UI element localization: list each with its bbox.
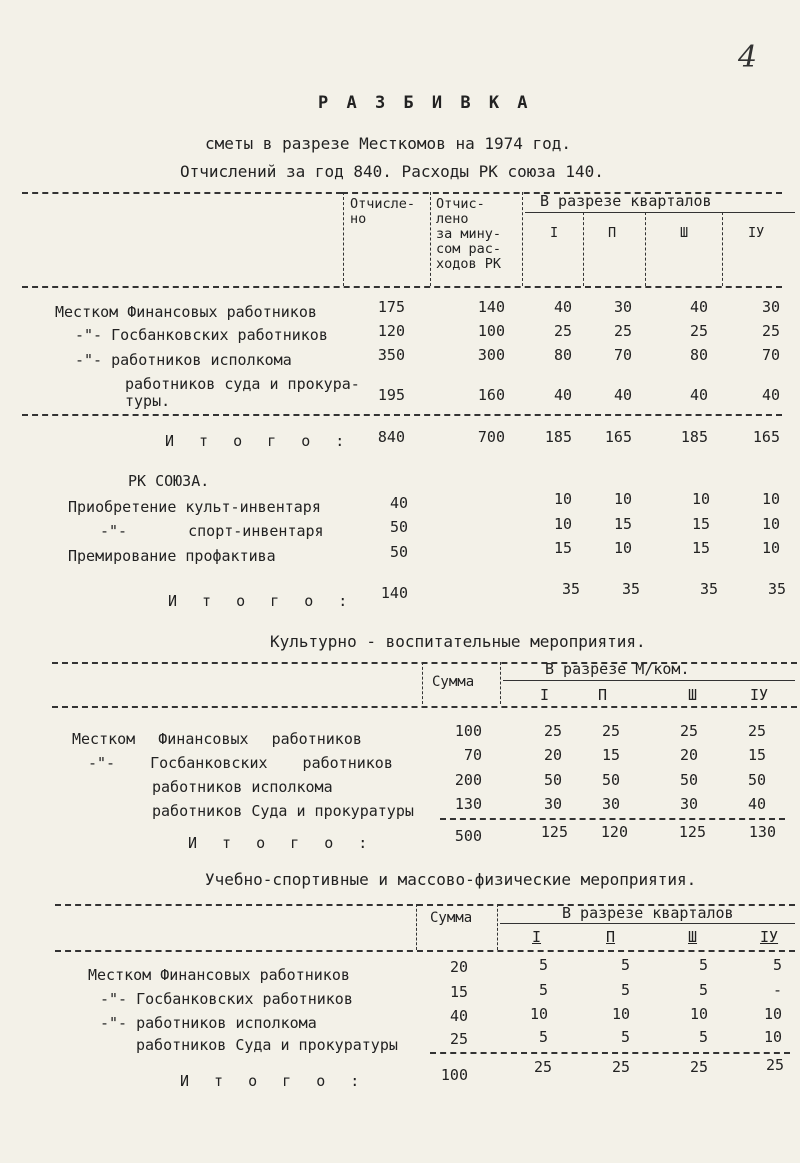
cell: 300 xyxy=(477,346,505,364)
cell: 25 xyxy=(543,722,562,740)
subtitle-line-1: сметы в разрезе Месткомов на 1974 год. xyxy=(205,134,572,153)
cell: 20 xyxy=(679,746,698,764)
table2-vline xyxy=(422,662,423,704)
cell: 5 xyxy=(538,1028,548,1046)
table1-vline xyxy=(645,212,646,286)
cell: 130 xyxy=(454,795,482,813)
total-label: И т о г о : xyxy=(180,1072,368,1090)
cell: 200 xyxy=(454,771,482,789)
cell: 10 xyxy=(611,1005,630,1023)
row-label: -"- работников исполкома xyxy=(100,1014,317,1032)
cell: 25 xyxy=(613,322,632,340)
table1-q4: IУ xyxy=(748,225,765,241)
row-label: -"- работников исполкома xyxy=(75,351,292,369)
cell: 15 xyxy=(601,746,620,764)
cell: 500 xyxy=(454,827,482,845)
table3-group-rule xyxy=(500,923,795,924)
cell: 50 xyxy=(601,771,620,789)
cell: 160 xyxy=(477,386,505,404)
table1-q1: I xyxy=(550,225,559,241)
cell: - xyxy=(772,981,782,999)
cell: 40 xyxy=(389,494,408,512)
table1-header-bottom-rule xyxy=(22,286,782,288)
cell: 175 xyxy=(377,298,405,316)
table3-sum-header: Сумма xyxy=(430,910,473,926)
cell: 10 xyxy=(613,490,632,508)
cell: 10 xyxy=(761,515,780,533)
cell: 120 xyxy=(600,823,628,841)
cell: 10 xyxy=(763,1028,782,1046)
row-label: Местком Финансовых работников xyxy=(88,966,350,984)
cell: 80 xyxy=(553,346,572,364)
table1-group-rule xyxy=(525,212,795,213)
table1-total-rule xyxy=(22,414,782,416)
row-label: Приобретение культ-инвентаря xyxy=(68,498,321,516)
table1-col-otchisleno: Отчисле- но xyxy=(350,196,416,227)
cell: 15 xyxy=(553,539,572,557)
table3-q2: П xyxy=(606,928,616,946)
table2-q2: П xyxy=(598,686,608,704)
row-label: Местком Финансовых работников xyxy=(55,303,317,321)
table1-vline xyxy=(522,192,523,286)
cell: 140 xyxy=(477,298,505,316)
cell: 35 xyxy=(621,580,640,598)
table1-q3: Ш xyxy=(680,225,689,241)
cell: 100 xyxy=(454,722,482,740)
cell: 80 xyxy=(689,346,708,364)
cell: 125 xyxy=(540,823,568,841)
row-label: -"- спорт-инвентаря xyxy=(100,522,324,540)
row-label: Местком Финансовых работников xyxy=(72,730,362,748)
table3-q1: I xyxy=(532,928,542,946)
cell: 25 xyxy=(553,322,572,340)
row-label: работников Суда и прокуратуры xyxy=(152,802,414,820)
cell: 10 xyxy=(689,1005,708,1023)
cell: 165 xyxy=(604,428,632,446)
table2-group-header: В разрезе М/ком. xyxy=(545,660,690,678)
row-label: работников исполкома xyxy=(152,778,333,796)
cell: 10 xyxy=(529,1005,548,1023)
table2-q4: IУ xyxy=(750,686,769,704)
cell: 25 xyxy=(761,322,780,340)
table2-sum-header: Сумма xyxy=(432,674,475,690)
cell: 5 xyxy=(698,956,708,974)
rk-heading: РК СОЮЗА. xyxy=(128,472,210,490)
cell: 40 xyxy=(747,795,766,813)
cell: 40 xyxy=(449,1007,468,1025)
cell: 20 xyxy=(449,958,468,976)
cell: 10 xyxy=(691,490,710,508)
cell: 10 xyxy=(763,1005,782,1023)
cell: 15 xyxy=(691,539,710,557)
table2-q3: Ш xyxy=(688,686,698,704)
cell: 15 xyxy=(613,515,632,533)
cell: 40 xyxy=(553,386,572,404)
cell: 10 xyxy=(761,539,780,557)
table2-vline xyxy=(500,662,501,704)
cell: 70 xyxy=(761,346,780,364)
cell: 15 xyxy=(691,515,710,533)
cell: 25 xyxy=(679,722,698,740)
table1-vline xyxy=(722,212,723,286)
cell: 35 xyxy=(767,580,786,598)
cell: 30 xyxy=(613,298,632,316)
cell: 5 xyxy=(772,956,782,974)
cell: 10 xyxy=(553,515,572,533)
total-label: И т о г о : xyxy=(168,592,356,610)
cell: 165 xyxy=(752,428,780,446)
cell: 840 xyxy=(377,428,405,446)
row-label: -"- Госбанковских работников xyxy=(88,754,393,772)
cell: 50 xyxy=(543,771,562,789)
cell: 50 xyxy=(747,771,766,789)
cell: 40 xyxy=(689,386,708,404)
cell: 195 xyxy=(377,386,405,404)
cell: 50 xyxy=(389,518,408,536)
cell: 125 xyxy=(678,823,706,841)
cell: 70 xyxy=(463,746,482,764)
cell: 100 xyxy=(477,322,505,340)
cell: 120 xyxy=(377,322,405,340)
cell: 130 xyxy=(748,823,776,841)
cell: 40 xyxy=(613,386,632,404)
table1-col-otchisleno-minus: Отчис- лено за мину- сом рас- ходов РК xyxy=(436,196,502,272)
cell: 20 xyxy=(543,746,562,764)
cell: 70 xyxy=(613,346,632,364)
table2-total-rule xyxy=(440,818,785,820)
cell: 5 xyxy=(538,956,548,974)
cell: 140 xyxy=(380,584,408,602)
table2-q1: I xyxy=(540,686,550,704)
cell: 50 xyxy=(679,771,698,789)
table2-group-rule xyxy=(503,680,795,681)
row-label: работников суда и прокура- туры. xyxy=(125,375,360,410)
cell: 25 xyxy=(611,1058,630,1076)
cell: 25 xyxy=(765,1056,784,1074)
row-label: Премирование профактива xyxy=(68,547,276,565)
cell: 25 xyxy=(689,1058,708,1076)
row-label: работников Суда и прокуратуры xyxy=(136,1036,398,1054)
table1-vline xyxy=(343,192,344,286)
row-label: -"- Госбанковских работников xyxy=(75,326,328,344)
cell: 30 xyxy=(601,795,620,813)
table1-q2: П xyxy=(608,225,617,241)
table3-q4: IУ xyxy=(760,928,779,946)
cell: 25 xyxy=(689,322,708,340)
cell: 25 xyxy=(449,1030,468,1048)
table2-header-bottom-rule xyxy=(52,706,797,708)
cell: 10 xyxy=(761,490,780,508)
cell: 185 xyxy=(680,428,708,446)
table1-group-header: В разрезе кварталов xyxy=(540,192,712,210)
table2-heading: Культурно - воспитательные мероприятия. xyxy=(270,632,646,651)
table3-group-header: В разрезе кварталов xyxy=(562,904,734,922)
table1-vline xyxy=(430,192,431,286)
cell: 350 xyxy=(377,346,405,364)
total-label: И т о г о : xyxy=(165,432,353,450)
cell: 30 xyxy=(679,795,698,813)
table3-vline xyxy=(497,904,498,950)
cell: 15 xyxy=(747,746,766,764)
cell: 35 xyxy=(561,580,580,598)
cell: 50 xyxy=(389,543,408,561)
cell: 25 xyxy=(601,722,620,740)
table3-vline xyxy=(416,904,417,950)
cell: 30 xyxy=(761,298,780,316)
cell: 30 xyxy=(543,795,562,813)
cell: 10 xyxy=(553,490,572,508)
document-title: Р А З Б И В К А xyxy=(318,93,532,113)
cell: 185 xyxy=(544,428,572,446)
cell: 5 xyxy=(698,1028,708,1046)
cell: 700 xyxy=(477,428,505,446)
cell: 25 xyxy=(747,722,766,740)
cell: 40 xyxy=(761,386,780,404)
cell: 5 xyxy=(538,981,548,999)
cell: 10 xyxy=(613,539,632,557)
cell: 5 xyxy=(620,956,630,974)
cell: 5 xyxy=(620,981,630,999)
cell: 40 xyxy=(553,298,572,316)
cell: 15 xyxy=(449,983,468,1001)
table3-header-bottom-rule xyxy=(55,950,795,952)
cell: 35 xyxy=(699,580,718,598)
table1-vline xyxy=(583,212,584,286)
row-label: -"- Госбанковских работников xyxy=(100,990,353,1008)
table1-top-rule xyxy=(22,192,342,194)
page-number: 4 xyxy=(738,40,758,75)
total-label: И т о г о : xyxy=(188,834,376,852)
cell: 25 xyxy=(533,1058,552,1076)
table3-q3: Ш xyxy=(688,928,698,946)
cell: 40 xyxy=(689,298,708,316)
cell: 100 xyxy=(440,1066,468,1084)
table3-heading: Учебно-спортивные и массово-физические мероприятия. xyxy=(205,870,697,889)
cell: 5 xyxy=(698,981,708,999)
subtitle-line-2: Отчислений за год 840. Расходы РК союза 140. xyxy=(180,162,604,181)
table3-total-rule xyxy=(430,1052,790,1054)
cell: 5 xyxy=(620,1028,630,1046)
